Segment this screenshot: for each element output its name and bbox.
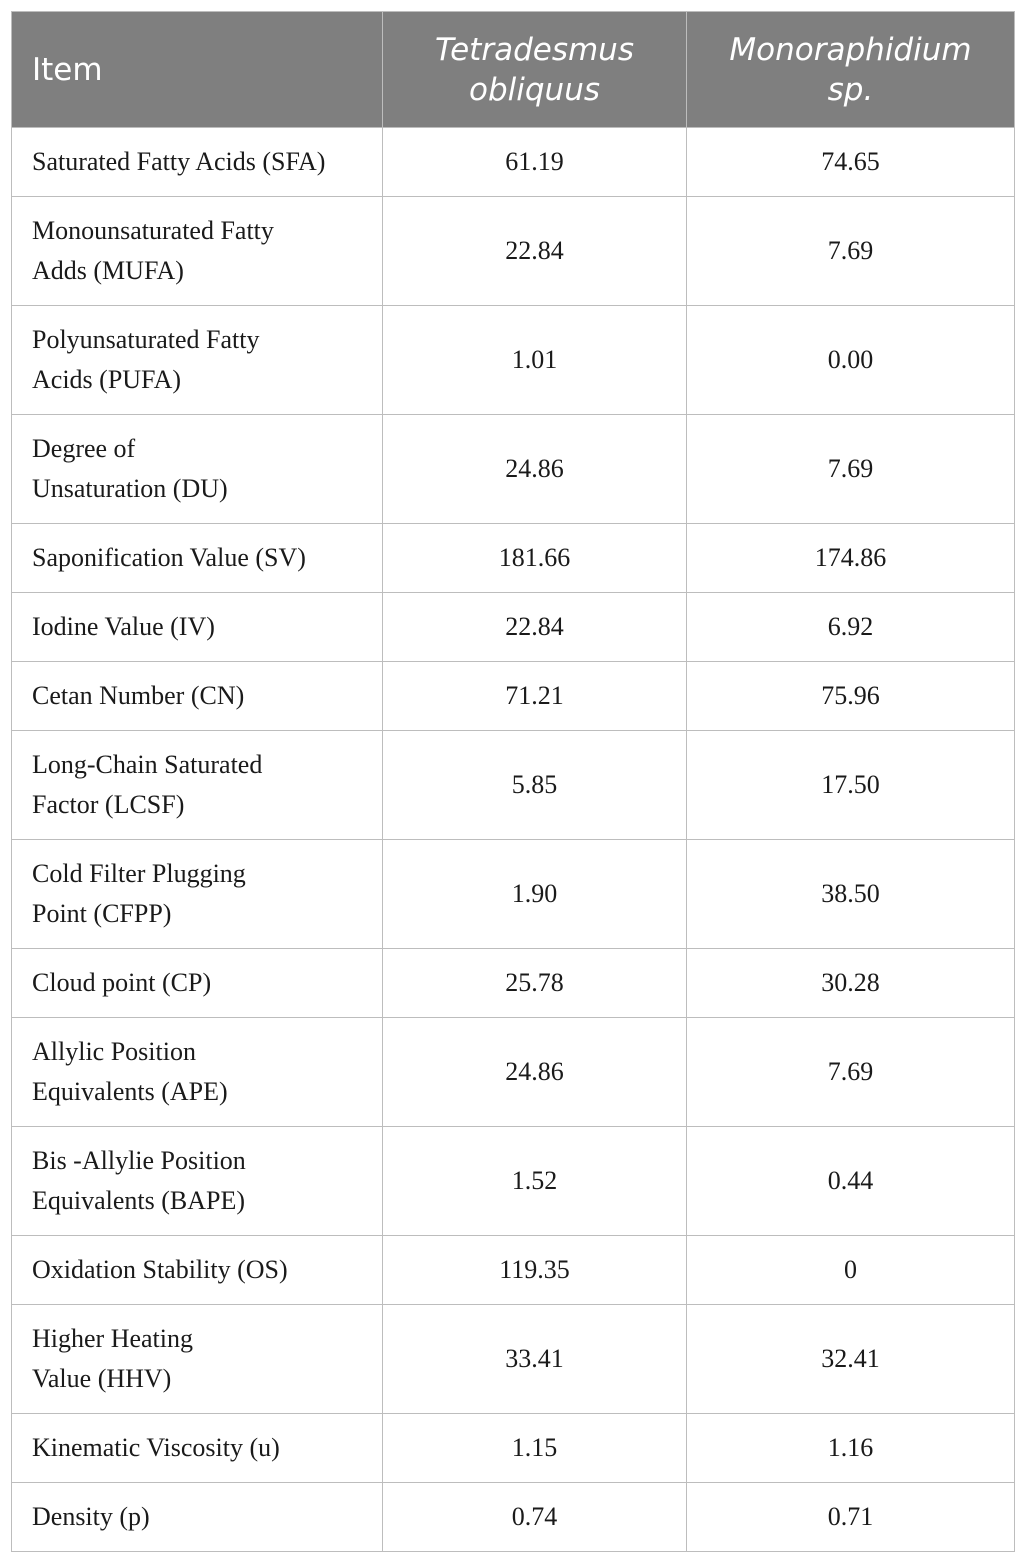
item-line: Factor (LCSF) [32,790,185,819]
cell-t-obliquus: 5.85 [383,731,687,840]
cell-monoraphidium: 1.16 [687,1414,1015,1483]
item-line: Saponification Value (SV) [32,543,306,572]
item-line: Cold Filter Plugging [32,859,246,888]
header-tetradesmus-obliquus [383,12,687,128]
properties-table [11,11,1015,1552]
item-line: Value (HHV) [32,1364,172,1393]
cell-monoraphidium: 174.86 [687,524,1015,593]
cell-monoraphidium: 7.69 [687,415,1015,524]
table-row [12,1018,1015,1127]
cell-t-obliquus: 22.84 [383,197,687,306]
cell-item [12,1414,383,1483]
cell-monoraphidium: 32.41 [687,1305,1015,1414]
cell-t-obliquus: 1.01 [383,306,687,415]
cell-t-obliquus: 1.52 [383,1127,687,1236]
cell-t-obliquus: 119.35 [383,1236,687,1305]
item-line: Acids (PUFA) [32,365,182,394]
cell-t-obliquus: 181.66 [383,524,687,593]
cell-monoraphidium: 17.50 [687,731,1015,840]
header-species1-line1: Tetradesmus [435,31,634,68]
table-row [12,1305,1015,1414]
item-line: Point (CFPP) [32,899,172,928]
cell-monoraphidium: 0.00 [687,306,1015,415]
table-row [12,128,1015,197]
item-line: Equivalents (APE) [32,1077,228,1106]
cell-monoraphidium: 30.28 [687,949,1015,1018]
cell-item [12,1305,383,1414]
table-row [12,840,1015,949]
table-row [12,662,1015,731]
item-line: Unsaturation (DU) [32,474,228,503]
item-line: Saturated Fatty Acids (SFA) [32,147,326,176]
table-row [12,1236,1015,1305]
header-species1-line2: obliquus [469,71,600,108]
cell-item [12,306,383,415]
item-line: Bis -Allylie Position [32,1146,246,1175]
cell-item [12,731,383,840]
cell-t-obliquus: 1.90 [383,840,687,949]
cell-t-obliquus: 33.41 [383,1305,687,1414]
item-line: Allylic Position [32,1037,196,1066]
item-line: Density (p) [32,1502,150,1531]
cell-item [12,1483,383,1552]
cell-t-obliquus: 25.78 [383,949,687,1018]
cell-item [12,1236,383,1305]
header-item: Item [12,12,383,128]
cell-item [12,1018,383,1127]
table-row [12,593,1015,662]
cell-item [12,524,383,593]
item-line: Kinematic Viscosity (u) [32,1433,280,1462]
item-line: Iodine Value (IV) [32,612,215,641]
cell-monoraphidium: 0.44 [687,1127,1015,1236]
item-line: Equivalents (BAPE) [32,1186,246,1215]
table-row [12,415,1015,524]
cell-t-obliquus: 1.15 [383,1414,687,1483]
cell-monoraphidium: 38.50 [687,840,1015,949]
item-line: Adds (MUFA) [32,256,184,285]
item-line: Higher Heating [32,1324,194,1353]
table-row [12,197,1015,306]
cell-item [12,128,383,197]
cell-t-obliquus: 61.19 [383,128,687,197]
cell-monoraphidium: 75.96 [687,662,1015,731]
cell-item [12,840,383,949]
cell-t-obliquus: 71.21 [383,662,687,731]
item-line: Cloud point (CP) [32,968,212,997]
cell-monoraphidium: 0 [687,1236,1015,1305]
cell-item [12,949,383,1018]
header-species2-line1: Monoraphidium [729,31,972,68]
cell-monoraphidium: 74.65 [687,128,1015,197]
item-line: Polyunsaturated Fatty [32,325,260,354]
item-line: Long-Chain Saturated [32,750,263,779]
item-line: Cetan Number (CN) [32,681,245,710]
cell-item [12,593,383,662]
cell-t-obliquus: 24.86 [383,415,687,524]
cell-t-obliquus: 24.86 [383,1018,687,1127]
cell-t-obliquus: 0.74 [383,1483,687,1552]
cell-item [12,197,383,306]
table-row [12,1483,1015,1552]
table-header-row [12,12,1015,128]
table-row [12,1414,1015,1483]
cell-item [12,415,383,524]
cell-monoraphidium: 0.71 [687,1483,1015,1552]
table-row [12,524,1015,593]
header-species2-line2: sp. [827,71,874,108]
cell-item [12,1127,383,1236]
table-row [12,306,1015,415]
header-monoraphidium [687,12,1015,128]
table-row [12,731,1015,840]
table-row [12,1127,1015,1236]
cell-monoraphidium: 6.92 [687,593,1015,662]
cell-t-obliquus: 22.84 [383,593,687,662]
table-row [12,949,1015,1018]
table-body [12,128,1015,1552]
cell-monoraphidium: 7.69 [687,197,1015,306]
item-line: Degree of [32,434,136,463]
item-line: Monounsaturated Fatty [32,216,274,245]
cell-monoraphidium: 7.69 [687,1018,1015,1127]
item-line: Oxidation Stability (OS) [32,1255,288,1284]
cell-item [12,662,383,731]
